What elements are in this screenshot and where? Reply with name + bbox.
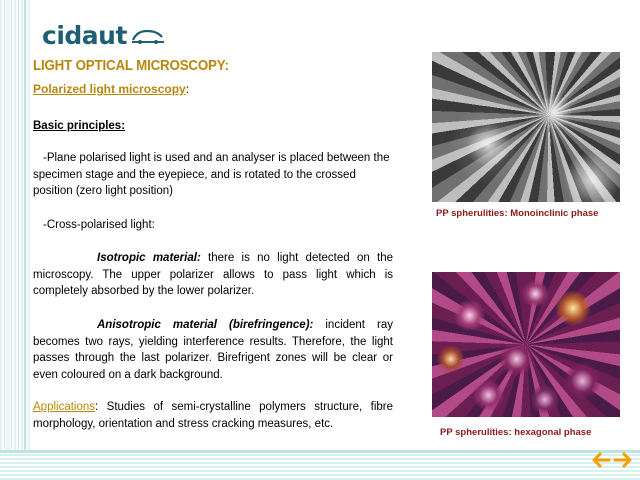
anisotropic-text: incident ray becomes two rays, yielding interference results. Therefore, the light passes through the last polarizer. Birefrigent zones will be clear or even coloured on a dark background. [33, 319, 393, 381]
subtitle-link: Polarized light microscopy [33, 82, 186, 96]
micrograph-monoinclinic [432, 52, 620, 202]
caption-hexagonal: PP spherulities: hexagonal phase [440, 427, 592, 438]
logo-text: cidaut [42, 20, 127, 50]
applications-label: Applications [33, 401, 96, 413]
paragraph-isotropic [33, 250, 393, 300]
paragraph-plane-polarised-text: -Plane polarised light is used and an analyser is placed between the specimen stage and the eyepiece, and is rotated to the crossed position (zero light position) [33, 152, 390, 197]
applications-text: : Studies of semi-crystalline polymers structure, fibre morphology, orientation and stress cracking measures, etc. [33, 401, 393, 430]
paragraph-applications [33, 399, 393, 432]
prev-slide-button[interactable] [591, 452, 611, 468]
cidaut-logo [42, 20, 165, 50]
basic-principles-heading: Basic principles: [33, 120, 126, 132]
paragraph-anisotropic [33, 317, 393, 383]
paragraph-plane-polarised [33, 150, 393, 200]
page-title: LIGHT OPTICAL MICROSCOPY: [33, 58, 229, 74]
bottom-stripe-decoration [0, 450, 640, 480]
car-icon [131, 28, 165, 44]
isotropic-text: there is no light detected on the microscopy. The upper polarizer allows to pass light which is completely absorbed by the lower polarizer. [33, 252, 393, 297]
paragraph-cross-polarised [33, 217, 393, 234]
anisotropic-label: Anisotropic material (birefringence): [97, 319, 314, 331]
subtitle-colon: : [185, 82, 190, 96]
paragraph-cross-polarised-text: -Cross-polarised light: [43, 219, 155, 231]
left-stripe-decoration [0, 0, 30, 480]
isotropic-label: Isotropic material: [97, 252, 201, 264]
arrow-left-icon [591, 452, 611, 468]
section-subtitle [33, 82, 189, 96]
micrograph-hexagonal [432, 272, 620, 417]
arrow-right-icon [613, 452, 633, 468]
caption-monoinclinic: PP spherulities: Monoinclinic phase [436, 208, 599, 219]
next-slide-button[interactable] [613, 452, 633, 468]
